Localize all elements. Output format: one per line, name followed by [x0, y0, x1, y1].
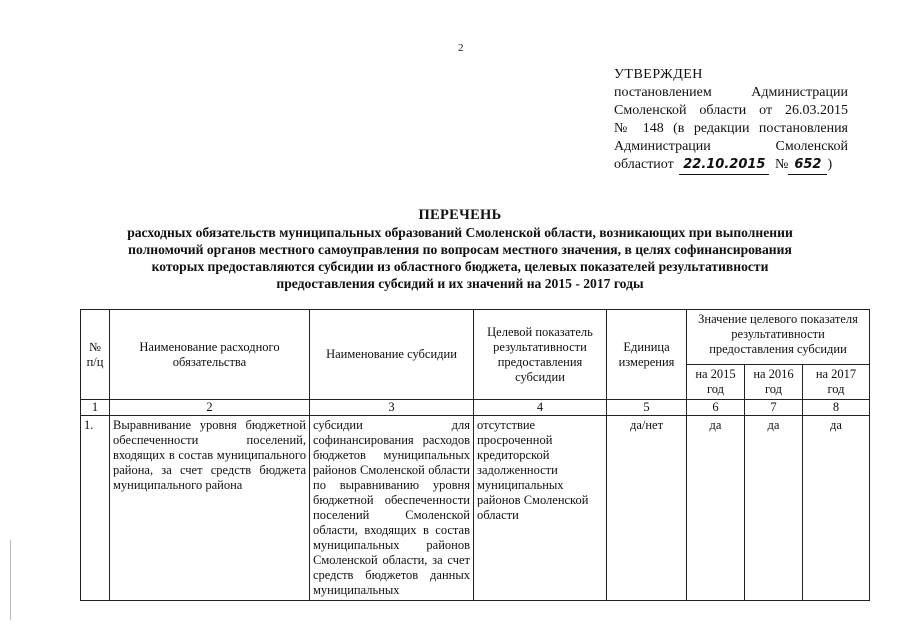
- number-sign: №: [774, 157, 789, 172]
- header-indicator: Целевой показатель результативности предоставления субсидии: [474, 310, 607, 400]
- column-numbers-row: [81, 400, 870, 416]
- approval-last-suffix: ): [827, 157, 833, 172]
- header-subsidy: Наименование субсидии: [310, 310, 474, 400]
- cell-value-2017: да: [803, 416, 870, 601]
- column-number: 2: [110, 400, 310, 416]
- approval-line: Смоленской области от 26.03.2015: [614, 103, 848, 118]
- header-num: № п/ц: [81, 310, 110, 400]
- scan-margin-line: [10, 540, 11, 620]
- column-number: 8: [803, 400, 870, 416]
- column-number: 6: [687, 400, 745, 416]
- header-unit: Единица измерения: [607, 310, 687, 400]
- cell-value-2015: да: [687, 416, 745, 601]
- header-year-2017: на 2017 год: [803, 365, 870, 400]
- header-value-group: Значение целевого показателя результативности предоставления субсидии: [687, 310, 870, 365]
- title-line: полномочий органов местного самоуправления по вопросам местного значения, в целях софинансирования: [128, 242, 792, 257]
- title-main: ПЕРЕЧЕНЬ: [418, 207, 502, 223]
- handwritten-date: 22.10.2015: [679, 156, 769, 175]
- document-title: [60, 207, 860, 292]
- page-number: 2: [458, 42, 464, 54]
- approval-line: № 148 (в редакции постановления: [614, 121, 848, 136]
- cell-subsidy: субсидии для софинансирования расходов бюджетов муниципальных районов Смоленской области по выравниванию уровня бюджетной обеспеченности поселений Смоленской области, входящих в состав муниципальных районов Смоленской области, за счет средств бюджетов данных муниципальных: [310, 416, 474, 601]
- handwritten-number: 652: [788, 156, 827, 175]
- cell-unit: да/нет: [607, 416, 687, 601]
- approval-last-line: [614, 156, 848, 175]
- cell-obligation: Выравнивание уровня бюджетной обеспеченности поселений, входящих в состав муниципального района, за счет средств бюджета муниципального района: [110, 416, 310, 601]
- header-year-2016: на 2016 год: [745, 365, 803, 400]
- approval-line: постановлением Администрации: [614, 85, 848, 100]
- table-row: [81, 416, 870, 601]
- title-line: которых предоставляются субсидии из областного бюджета, целевых показателей результативности: [151, 259, 769, 274]
- column-number: 3: [310, 400, 474, 416]
- table-header-row: [81, 310, 870, 365]
- approval-block: [614, 66, 848, 175]
- cell-num: 1.: [81, 416, 110, 601]
- approval-heading: УТВЕРЖДЕН: [614, 67, 703, 82]
- column-number: 1: [81, 400, 110, 416]
- obligations-table: [80, 309, 870, 601]
- header-year-2015: на 2015 год: [687, 365, 745, 400]
- cell-value-2016: да: [745, 416, 803, 601]
- approval-line: Администрации Смоленской: [614, 139, 848, 154]
- approval-last-prefix: областиот: [614, 157, 674, 172]
- column-number: 5: [607, 400, 687, 416]
- column-number: 4: [474, 400, 607, 416]
- header-obligation: Наименование расходного обязательства: [110, 310, 310, 400]
- title-line: расходных обязательств муниципальных образований Смоленской области, возникающих при выполнении: [127, 225, 793, 240]
- title-line: предоставления субсидий и их значений на 2015 - 2017 годы: [276, 276, 644, 291]
- column-number: 7: [745, 400, 803, 416]
- cell-indicator: отсутствие просроченной кредиторской задолженности муниципальных районов Смоленской области: [474, 416, 607, 601]
